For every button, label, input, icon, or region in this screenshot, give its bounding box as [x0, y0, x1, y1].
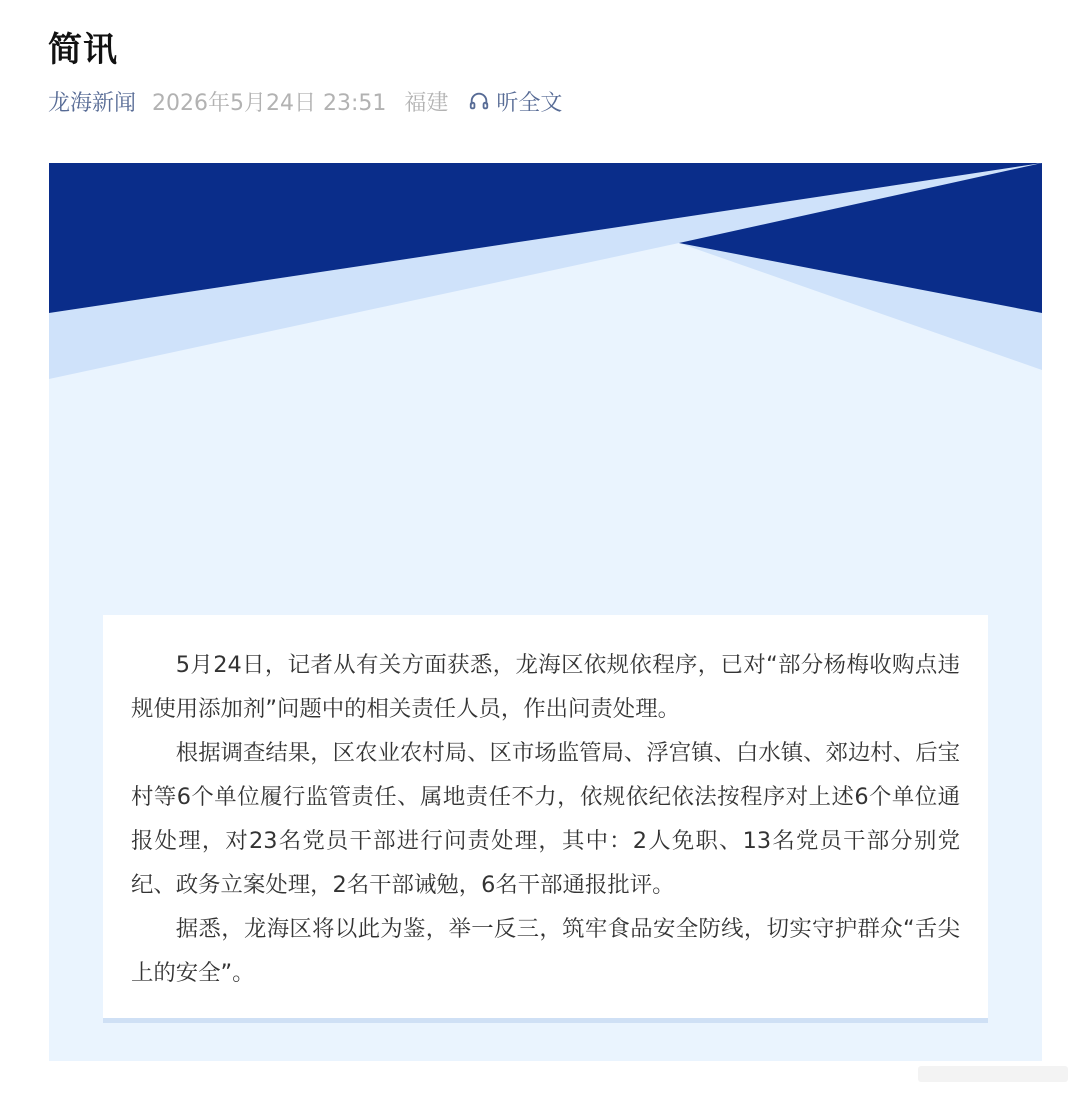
- source-account-link[interactable]: 龙海新闻: [48, 90, 137, 116]
- article-meta: [48, 86, 562, 116]
- paragraph-2: 根据调查结果，区农业农村局、区市场监管局、浮宫镇、白水镇、郊边村、后宝村等6个单位履行监管责任、属地责任不力，依规依纪依法按程序对上述6个单位通报处理，对23名党员干部进行问责处理，其中：2人免职、13名党员干部分别党纪、政务立案处理，2名干部诫勉，6名干部通报批评。: [131, 740, 960, 898]
- listen-full-text-button[interactable]: [468, 86, 562, 117]
- listen-label: 听全文: [496, 90, 563, 116]
- headphones-icon: [468, 90, 490, 112]
- news-text-card: [103, 615, 988, 1023]
- news-image-panel: [49, 163, 1042, 1061]
- publish-location: 福建: [404, 90, 449, 116]
- watermark-mark: [918, 1062, 1068, 1086]
- paragraph-3: 据悉，龙海区将以此为鉴，举一反三，筑牢食品安全防线，切实守护群众“舌尖上的安全”。: [131, 916, 960, 986]
- paragraph-1: 5月24日，记者从有关方面获悉，龙海区依规依程序，已对“部分杨梅收购点违规使用添加剂”问题中的相关责任人员，作出问责处理。: [131, 652, 960, 722]
- article-title: 简讯: [48, 30, 118, 70]
- publish-datetime: 2026年5月24日 23:51: [152, 90, 387, 116]
